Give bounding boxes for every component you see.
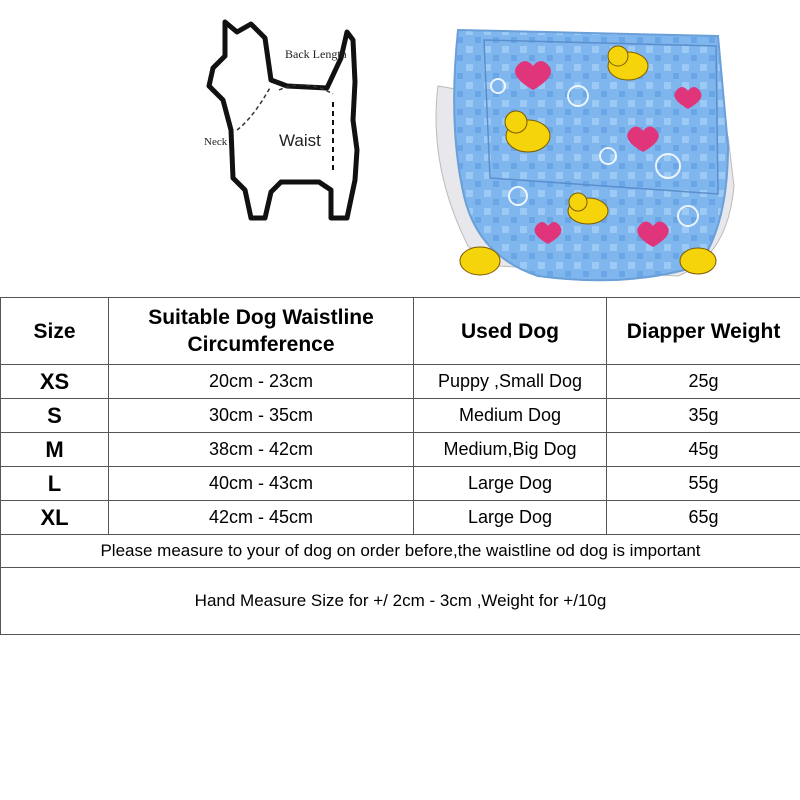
dog-cell: Medium Dog: [414, 399, 607, 433]
size-cell: XL: [1, 501, 109, 535]
size-cell: M: [1, 433, 109, 467]
waist-cell: 40cm - 43cm: [109, 467, 414, 501]
table-row: [1, 433, 800, 467]
dog-cell: Large Dog: [414, 501, 607, 535]
diaper-product-image: [428, 26, 738, 288]
weight-cell: 25g: [607, 365, 800, 399]
tolerance-note: Hand Measure Size for +/ 2cm - 3cm ,Weight for +/10g: [1, 568, 800, 635]
note-row: [1, 535, 800, 568]
weight-cell: 45g: [607, 433, 800, 467]
table-row: [1, 501, 800, 535]
dog-cell: Puppy ,Small Dog: [414, 365, 607, 399]
product-illustrations: [0, 0, 800, 292]
table-row: [1, 365, 800, 399]
weight-cell: 55g: [607, 467, 800, 501]
dog-measurement-diagram: [195, 10, 370, 230]
dog-cell: Large Dog: [414, 467, 607, 501]
waist-cell: 42cm - 45cm: [109, 501, 414, 535]
dog-cell: Medium,Big Dog: [414, 433, 607, 467]
weight-cell: 35g: [607, 399, 800, 433]
waist-label: Waist: [279, 131, 321, 150]
weight-cell: 65g: [607, 501, 800, 535]
neck-label: Neck: [204, 136, 228, 148]
waist-cell: 38cm - 42cm: [109, 433, 414, 467]
tolerance-row: [1, 568, 800, 635]
header-used-dog: Used Dog: [414, 298, 607, 365]
size-cell: XS: [1, 365, 109, 399]
waist-cell: 20cm - 23cm: [109, 365, 414, 399]
size-chart-table: [0, 297, 800, 635]
size-cell: S: [1, 399, 109, 433]
header-size: Size: [1, 298, 109, 365]
back-length-label: Back Length: [285, 47, 347, 61]
measure-note: Please measure to your of dog on order before,the waistline od dog is important: [1, 535, 800, 568]
table-row: [1, 467, 800, 501]
waist-cell: 30cm - 35cm: [109, 399, 414, 433]
header-waistline: Suitable Dog Waistline Circumference: [109, 298, 414, 365]
table-row: [1, 399, 800, 433]
header-diaper-weight: Diapper Weight: [607, 298, 800, 365]
table-header-row: [1, 298, 800, 365]
size-cell: L: [1, 467, 109, 501]
